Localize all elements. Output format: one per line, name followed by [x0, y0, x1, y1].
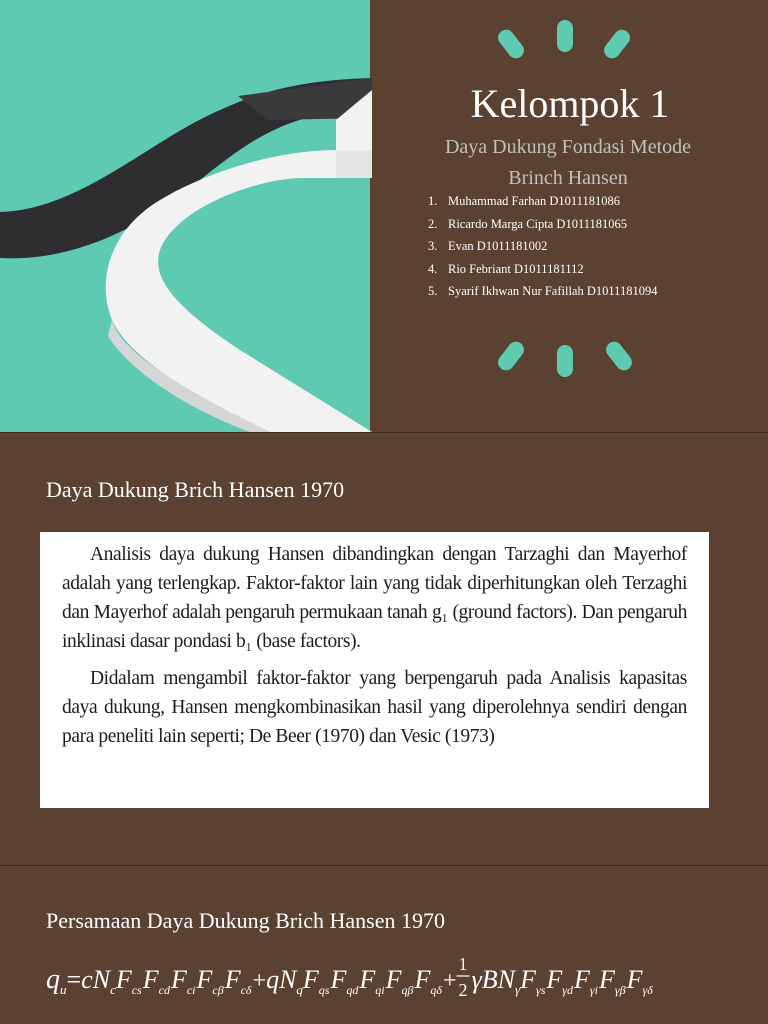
list-item: 5. Syarif Ikhwan Nur Fafillah D1011181094: [428, 284, 658, 299]
formula-factor-subscript: γs: [535, 983, 546, 997]
formula-factor-symbol: F: [546, 965, 563, 994]
list-item: 4. Rio Febriant D1011181112: [428, 261, 584, 276]
slide-heading: Daya Dukung Brich Hansen 1970: [46, 477, 345, 502]
formula-n-symbol: N: [92, 965, 111, 994]
formula-factor-subscript: qd: [346, 983, 359, 997]
formula-factor-symbol: F: [626, 965, 643, 994]
formula-plus: +: [252, 968, 267, 994]
member-list: [428, 190, 657, 303]
decorative-dash-icon: [603, 338, 635, 373]
formula-factor-symbol: F: [574, 965, 590, 994]
formula-fraction-numerator: 1: [458, 954, 468, 974]
formula-factor-subscript: cd: [158, 983, 170, 997]
formula-plus: +: [442, 968, 457, 994]
formula-factor-symbol: F: [520, 965, 536, 994]
formula-factor-symbol: F: [598, 965, 615, 994]
decorative-dash-icon: [601, 26, 633, 61]
decorative-dash-icon: [557, 20, 573, 52]
slide-subtitle: Daya Dukung Fondasi Metode Brinch Hansen: [444, 136, 692, 189]
content-slide: [0, 433, 768, 865]
formula-factor-subscript: γd: [562, 983, 574, 997]
scanned-text-box: [40, 532, 709, 808]
list-item: 2. Ricardo Marga Cipta D1011181065: [428, 216, 628, 231]
formula-slide: [0, 866, 768, 1024]
formula-q-symbol: q: [46, 964, 60, 995]
decorative-dash-icon: [557, 345, 573, 377]
formula-fraction-denominator: 2: [458, 980, 468, 1000]
paragraph: Analisis daya dukung Hansen dibandingkan dengan Tarzaghi dan Mayerhof adalah yang terlengkap. Faktor-faktor lain yang tidak diperhitungkan oleh Terzaghi dan Mayerhof adalah pengaruh permukaan tanah g₁ (ground factors). Dan pengaruh inklinasi dasar pondasi b₁ (base factors).: [62, 544, 687, 652]
formula-factor-symbol: F: [142, 965, 159, 994]
formula-subscript: c: [110, 982, 116, 997]
slide-title: Kelompok 1: [470, 81, 670, 126]
slide-heading: Persamaan Daya Dukung Brich Hansen 1970: [46, 908, 445, 933]
formula-factor-symbol: F: [385, 965, 402, 994]
formula-equals: =: [66, 965, 82, 994]
list-item: 1. Muhammad Farhan D1011181086: [428, 194, 620, 208]
formula-b-symbol: B: [481, 965, 498, 994]
formula-subscript: u: [60, 982, 67, 997]
formula-factor-subscript: γi: [589, 983, 598, 997]
formula-factor-subscript: cδ: [240, 983, 252, 997]
formula-factor-symbol: F: [115, 965, 132, 994]
formula-factor-subscript: cβ: [212, 983, 224, 997]
formula-gamma-symbol: γ: [471, 965, 482, 994]
formula-factor-subscript: cs: [131, 983, 142, 997]
arrow-illustration: [0, 0, 372, 432]
formula-factor-symbol: F: [330, 965, 347, 994]
formula-factor-symbol: F: [414, 965, 431, 994]
formula-factor-symbol: F: [224, 965, 241, 994]
formula-factor-subscript: ci: [186, 983, 196, 997]
formula-subscript: γ: [514, 982, 521, 997]
formula-factor-subscript: γδ: [642, 983, 653, 997]
formula-factor-subscript: qs: [318, 983, 330, 997]
decorative-dash-icon: [495, 26, 527, 61]
formula-subscript: q: [296, 982, 303, 997]
formula-factor-symbol: F: [302, 965, 319, 994]
title-slide: [0, 0, 768, 432]
list-item: 3. Evan D1011181002: [428, 239, 548, 254]
formula-n-symbol: N: [497, 965, 515, 994]
formula-factor-symbol: F: [196, 965, 213, 994]
formula-factor-subscript: qδ: [430, 983, 442, 997]
formula-factor-subscript: γβ: [614, 983, 626, 997]
decorative-dash-icon: [495, 338, 527, 373]
formula-factor-subscript: qβ: [401, 983, 414, 997]
formula-factor-symbol: F: [359, 965, 376, 994]
formula-factor-subscript: qi: [375, 983, 385, 997]
formula-q-symbol: q: [266, 965, 280, 994]
paragraph: Didalam mengambil faktor-faktor yang berpengaruh pada Analisis kapasitas daya dukung, Hansen mengkombinasikan hasil yang diperolehnya sendiri dengan para peneliti lain seperti; De Beer (1970) dan Vesic (1973): [62, 668, 687, 747]
bearing-capacity-formula: [46, 948, 736, 1024]
formula-n-symbol: N: [279, 965, 297, 994]
formula-factor-symbol: F: [170, 965, 187, 994]
formula-c-symbol: c: [81, 965, 93, 994]
